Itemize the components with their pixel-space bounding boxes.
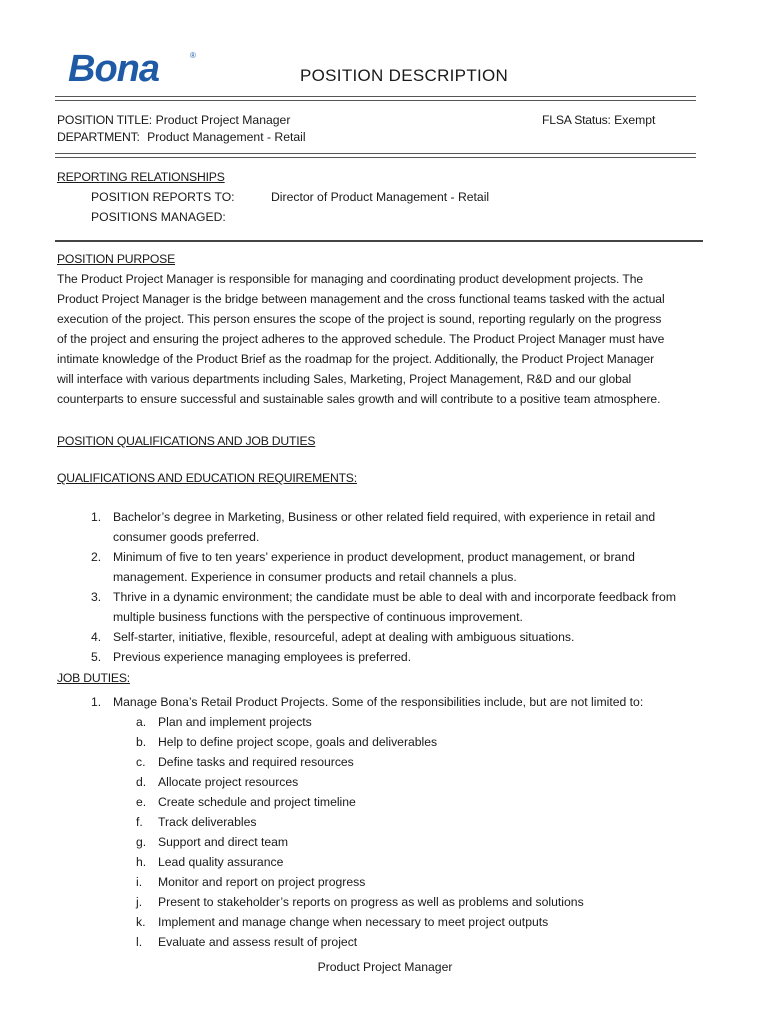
purpose-heading-text: POSITION PURPOSE <box>57 252 176 266</box>
purpose-line: of the project and ensuring the project adheres to the approved schedule. The Product Project Manager must have <box>57 332 665 346</box>
subitem-text: Support and direct team <box>158 835 289 849</box>
subitem-text: Track deliverables <box>158 815 257 829</box>
subitem-text: Present to stakeholder’s reports on progress as well as problems and solutions <box>158 895 584 909</box>
purpose-line: counterparts to ensure successful and sustainable sales growth and will contribute to a positive team atmosphere. <box>57 392 661 406</box>
flsa-label: FLSA Status: <box>542 113 611 127</box>
logo-wordmark: Bona <box>68 48 159 88</box>
subitem-letter: i. <box>136 875 143 889</box>
department-value: Product Management - Retail <box>147 130 306 144</box>
department-row <box>57 127 306 147</box>
qualifications-heading <box>57 468 357 488</box>
job-duties-heading-text: JOB DUTIES: <box>57 671 130 685</box>
purpose-heading <box>57 249 175 269</box>
reporting-divider <box>55 240 703 242</box>
reporting-heading <box>57 167 225 187</box>
qualification-text: management. Experience in consumer products and retail channels a plus. <box>113 570 517 584</box>
logo-registered-mark: ® <box>190 51 196 60</box>
bona-logo-graphic <box>68 48 208 88</box>
department-label: DEPARTMENT: <box>57 130 140 144</box>
qualification-number: 4. <box>91 630 102 644</box>
qualification-text: Thrive in a dynamic environment; the candidate must be able to deal with and incorporate feedback from <box>113 590 676 604</box>
duty-number: 1. <box>91 695 102 709</box>
qualification-text: Previous experience managing employees is preferred. <box>113 650 412 664</box>
subitem-letter: c. <box>136 755 146 769</box>
purpose-paragraph <box>57 269 707 409</box>
qualification-text: consumer goods preferred. <box>113 530 260 544</box>
flsa-value: Exempt <box>610 113 656 127</box>
purpose-line: execution of the project. This person ensures the scope of the project is sound, reporting regularly on the progress <box>57 312 662 326</box>
qualifications-section-heading <box>57 431 315 451</box>
qualification-number: 3. <box>91 590 102 604</box>
duty-text: Manage Bona’s Retail Product Projects. Some of the responsibilities include, but are not limited to: <box>113 695 644 709</box>
subitem-letter: d. <box>136 775 147 789</box>
purpose-line: will interface with various departments including Sales, Marketing, Project Management, R&D and our global <box>57 372 632 386</box>
qualification-number: 5. <box>91 650 102 664</box>
position-title-value: : Product Project Manager <box>148 113 291 127</box>
qualification-number: 2. <box>91 550 102 564</box>
purpose-line: The Product Project Manager is responsible for managing and coordinating product development projects. The <box>57 272 644 286</box>
subitem-letter: g. <box>136 835 147 849</box>
subitem-letter: l. <box>136 935 143 949</box>
reports-to-label: POSITION REPORTS TO: <box>91 190 235 204</box>
purpose-line: Product Project Manager is the bridge between management and the cross functional teams tasked with the actual <box>57 292 665 306</box>
subitem-text: Help to define project scope, goals and deliverables <box>158 735 438 749</box>
qualifications-heading-text: QUALIFICATIONS AND EDUCATION REQUIREMENTS: <box>57 471 357 485</box>
subitem-text: Allocate project resources <box>158 775 299 789</box>
subitem-letter: j. <box>136 895 143 909</box>
job-duties-heading <box>57 668 130 688</box>
subitem-letter: f. <box>136 815 143 829</box>
qualification-number: 1. <box>91 510 102 524</box>
subitem-letter: e. <box>136 795 147 809</box>
qualification-text: Self-starter, initiative, flexible, resourceful, adept at dealing with ambiguous situations. <box>113 630 575 644</box>
qualification-text: multiple business functions with the perspective of continuous improvement. <box>113 610 523 624</box>
positions-managed-label: POSITIONS MANAGED: <box>91 210 226 224</box>
subitem-text: Plan and implement projects <box>158 715 312 729</box>
reporting-heading-text: REPORTING RELATIONSHIPS <box>57 170 225 184</box>
page-footer: Product Project Manager <box>317 960 453 974</box>
subitem-text: Monitor and report on project progress <box>158 875 366 889</box>
qualification-text: Minimum of five to ten years’ experience in product development, product management, or brand <box>113 550 635 564</box>
qualification-text: Bachelor’s degree in Marketing, Business or other related field required, with experience in retail and <box>113 510 656 524</box>
subitem-letter: k. <box>136 915 146 929</box>
reports-to-value: Director of Product Management - Retail <box>271 190 490 204</box>
subitem-letter: a. <box>136 715 147 729</box>
subitem-text: Lead quality assurance <box>158 855 284 869</box>
header-divider <box>55 96 696 101</box>
subitem-letter: b. <box>136 735 147 749</box>
subitem-text: Implement and manage change when necessary to meet project outputs <box>158 915 549 929</box>
purpose-line: intimate knowledge of the Product Brief as the roadmap for the project. Additionally, the Product Project Manager <box>57 352 655 366</box>
subitem-text: Evaluate and assess result of project <box>158 935 358 949</box>
qualifications-section-heading-text: POSITION QUALIFICATIONS AND JOB DUTIES <box>57 434 316 448</box>
position-divider <box>55 153 696 158</box>
bona-logo <box>68 48 208 88</box>
position-title-label: POSITION TITLE <box>57 113 149 127</box>
subitem-text: Create schedule and project timeline <box>158 795 356 809</box>
page-title: POSITION DESCRIPTION <box>300 66 509 85</box>
subitem-text: Define tasks and required resources <box>158 755 354 769</box>
flsa-row <box>542 110 655 130</box>
subitem-letter: h. <box>136 855 147 869</box>
